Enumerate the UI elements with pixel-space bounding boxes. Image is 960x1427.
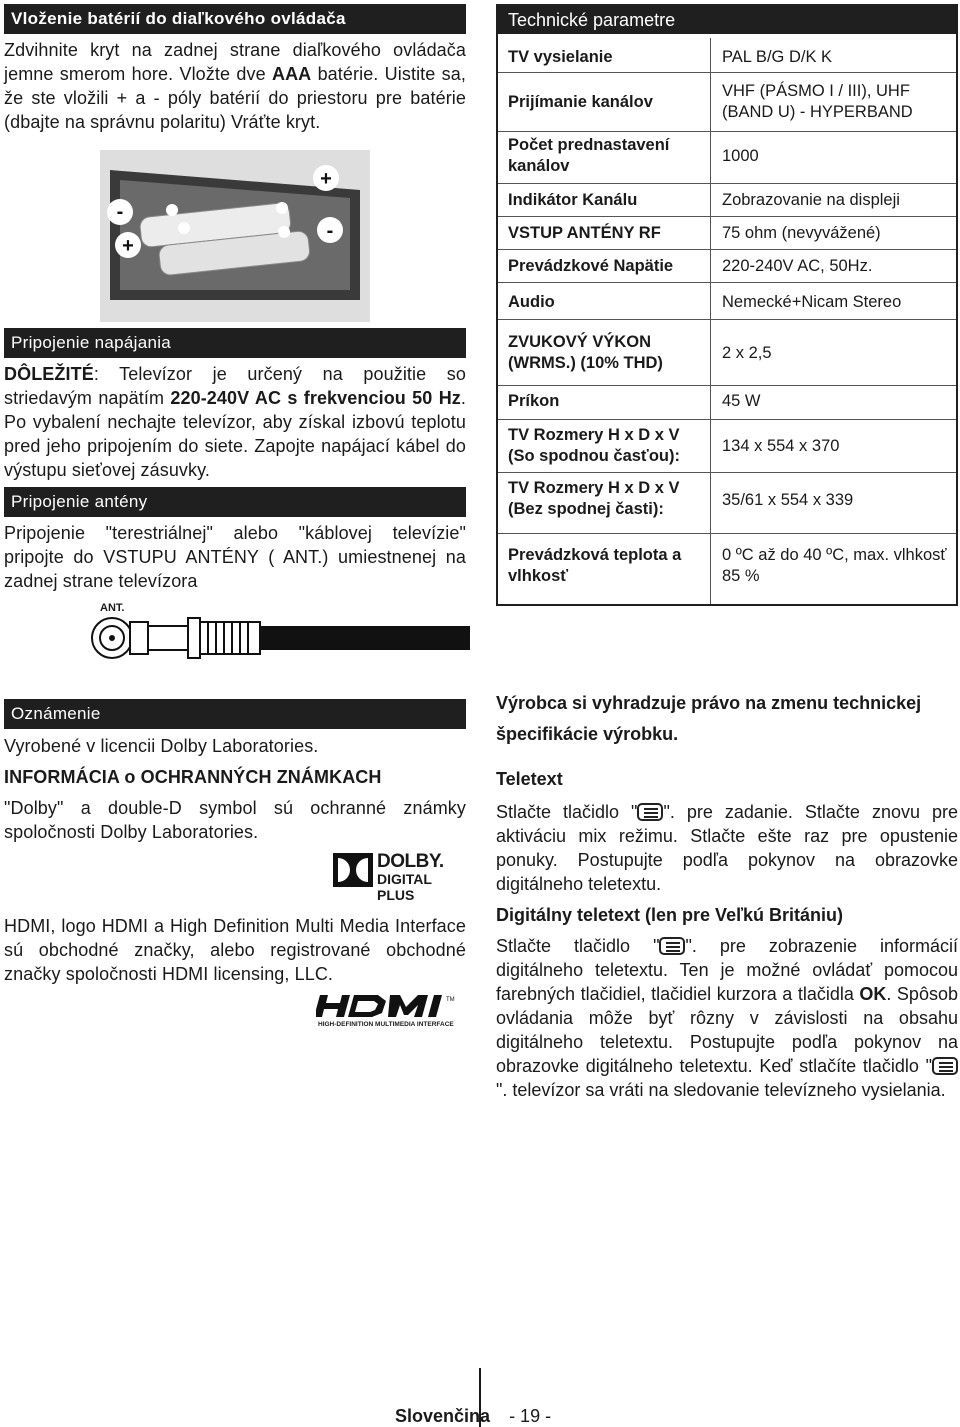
battery-text: Zdvihnite kryt na zadnej strane diaľkového ovládača jemne smerom hore. Vložte dve AAA batérie. Uistite sa, že ste vložili + a - póly batérií do priestoru pre batérie (dbajte na správnu polaritu) Vráťte kryt. [4,40,466,132]
teletext-button-icon [637,803,663,821]
ant-label: ANT. [100,602,125,614]
spec-heading: Technické parametre [498,6,956,34]
antenna-connector-image [90,600,470,670]
spec-key: Prevádzková teplota a vlhkosť [508,546,682,585]
spec-row [498,38,956,72]
spec-value: 1000 [722,147,759,165]
spec-value: PAL B/G D/K K [722,48,833,66]
spec-row [498,282,956,320]
teletext-button-icon [932,1057,958,1075]
spec-value: 2 x 2,5 [722,344,772,362]
svg-text:-: - [116,201,124,223]
antenna-text: Pripojenie "terestriálnej" alebo "káblovej televízie" pripojte do VSTUPU ANTÉNY ( ANT.) umiestnenej na zadnej strane televízora [4,523,466,591]
spec-key: Audio [508,293,555,311]
hdmi-logo [316,993,468,1033]
teletext-button-icon [659,937,685,955]
spec-key: Príkon [508,392,560,410]
spec-key: VSTUP ANTÉNY RF [508,224,661,242]
spec-key: Počet prednastavení kanálov [508,136,670,175]
power-text: DÔLEŽITÉ: Televízor je určený na použitie so striedavým napätím 220-240V AC s frekvenciou 50 Hz. Po vybalení nechajte televízor, aby získal izbovú teplotu pred jeho pripojením do siete. Zapojte napájací kábel do výstupu sieťovej zásuvky. [4,364,466,480]
antenna-heading: Pripojenie antény [4,487,466,517]
footer-language: Slovenčina [395,1406,491,1426]
spec-row [498,419,956,473]
spec-key: TV vysielanie [508,48,613,66]
dolby-logo-text-top: DOLBY. [377,851,444,872]
battery-compartment-image [100,150,370,322]
spec-table [496,4,958,606]
svg-text:TM: TM [446,997,455,1003]
hdmi-logo-mark [316,993,464,1019]
svg-text:-: - [326,220,334,242]
svg-text:+: + [320,168,332,190]
spec-key: TV Rozmery H x D x V (So spodnou časťou): [508,426,680,465]
svg-text:+: + [122,235,134,257]
dolby-license-text: Vyrobené v licencii Dolby Laboratories. [4,736,319,756]
spec-key: Prijímanie kanálov [508,93,653,111]
spec-key: Prevádzkové Napätie [508,257,674,275]
page-number: - 19 - [509,1406,552,1426]
spec-value: 134 x 554 x 370 [722,437,840,455]
spec-row [498,216,956,250]
page-footer [395,1406,551,1427]
spec-value: 75 ohm (nevyvážené) [722,224,881,242]
spec-key: Indikátor Kanálu [508,191,638,209]
battery-heading: Vloženie batérií do diaľkového ovládača [4,4,466,34]
hdmi-trademark-text: HDMI, logo HDMI a High Definition Multi Media Interface sú obchodné značky, alebo registrované obchodné značky spoločnosti HDMI licensing, LLC. [4,916,466,984]
spec-value: Nemecké+Nicam Stereo [722,293,902,311]
spec-key: ZVUKOVÝ VÝKON (WRMS.) (10% THD) [508,333,663,372]
spec-row [498,472,956,534]
teletext-heading: Teletext [496,769,563,789]
trademark-heading: INFORMÁCIA o OCHRANNÝCH ZNÁMKACH [4,767,382,787]
dolby-logo [333,851,468,903]
dolby-dd-icon [333,853,373,887]
power-heading: Pripojenie napájania [4,328,466,358]
spec-row [498,131,956,184]
digital-teletext-text: Stlačte tlačidlo " ". pre zobrazenie informácií digitálneho teletextu. Ten je možné ovládať pomocou farebných tlačidiel, tlačidiel kurzora a tlačidla OK. Spôsob ovládania môže byť rôzny v závislosti na obsahu digitálneho teletextu. Postupujte podľa pokynov na obrazovke digitálneho teletextu. Keď stlačíte tlačidlo "". televízor sa vráti na sledovanie televízneho vysielania. [496,936,958,1100]
spec-value: 35/61 x 554 x 339 [722,491,854,509]
spec-value: VHF (PÁSMO I / III), UHF (BAND U) - HYPERBAND [722,82,913,121]
spec-value: 220-240V AC, 50Hz. [722,257,873,275]
notice-heading: Oznámenie [4,699,466,729]
spec-row [498,319,956,386]
hdmi-logo-subtitle: HIGH-DEFINITION MULTIMEDIA INTERFACE [318,1021,454,1028]
dolby-trademark-text: "Dolby" a double-D symbol sú ochranné známky spoločnosti Dolby Laboratories. [4,798,466,842]
dolby-logo-text-bottom: DIGITAL PLUS [377,871,432,903]
digital-teletext-heading: Digitálny teletext (len pre Veľkú Britániu) [496,905,844,925]
spec-value: 45 W [722,392,761,410]
spec-value: Zobrazovanie na displeji [722,191,900,209]
spec-row [498,183,956,217]
spec-row [498,249,956,283]
spec-value: 0 ºC až do 40 ºC, max. vlhkosť 85 % [722,546,947,585]
spec-row [498,385,956,420]
teletext-text: Stlačte tlačidlo " ". pre zadanie. Stlačte znovu pre aktiváciu mix režimu. Stlačte ešte raz pre opustenie ponuky. Postupujte podľa pokynov na obrazovke digitálneho teletextu. [496,802,958,894]
spec-row [498,72,956,132]
manufacturer-note: Výrobca si vyhradzuje právo na zmenu technickej špecifikácie výrobku. [496,693,922,744]
spec-row [498,533,956,605]
spec-key: TV Rozmery H x D x V (Bez spodnej časti): [508,479,680,518]
